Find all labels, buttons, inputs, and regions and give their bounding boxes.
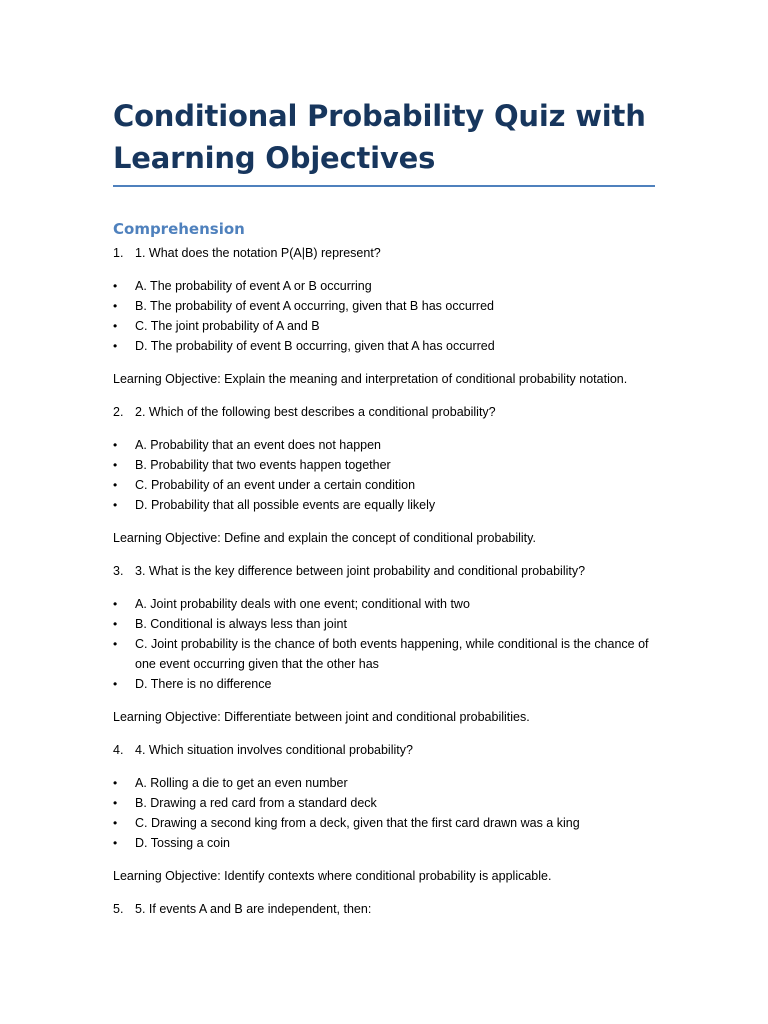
- bullet-icon: •: [113, 776, 118, 790]
- question-5: [113, 899, 655, 919]
- question-3: [113, 561, 655, 581]
- option-text: A. Probability that an event does not happen: [135, 438, 382, 452]
- option-text: D. The probability of event B occurring, given that A has occurred: [135, 339, 495, 353]
- document-page: [113, 95, 655, 919]
- options-list: [113, 276, 655, 356]
- option-text: A. Joint probability deals with one event; conditional with two: [135, 597, 470, 611]
- learning-objective: Learning Objective: Identify contexts where conditional probability is applicable.: [113, 869, 552, 883]
- option-text: B. Conditional is always less than joint: [135, 617, 347, 631]
- question-text: 4. Which situation involves conditional probability?: [135, 743, 413, 757]
- question-text: 5. If events A and B are independent, then:: [135, 902, 372, 916]
- option-item: [113, 276, 655, 296]
- question-number: 3.: [113, 564, 124, 578]
- question-2: [113, 402, 655, 422]
- option-text: A. The probability of event A or B occurring: [135, 279, 372, 293]
- question-text: 1. What does the notation P(A|B) represent?: [135, 246, 381, 260]
- options-list: [113, 435, 655, 515]
- bullet-icon: •: [113, 438, 118, 452]
- option-item: [113, 614, 655, 634]
- bullet-icon: •: [113, 279, 118, 293]
- bullet-icon: •: [113, 458, 118, 472]
- option-text: C. Probability of an event under a certain condition: [135, 478, 416, 492]
- option-text: A. Rolling a die to get an even number: [135, 776, 348, 790]
- section-heading-comprehension: Comprehension: [113, 220, 245, 238]
- question-4: [113, 740, 655, 760]
- question-block-1: [113, 243, 655, 389]
- bullet-icon: •: [113, 677, 118, 691]
- question-block-4: [113, 740, 655, 886]
- option-item: [113, 674, 655, 694]
- bullet-icon: •: [113, 339, 118, 353]
- option-item: [113, 833, 655, 853]
- bullet-icon: •: [113, 637, 118, 651]
- option-text: C. The joint probability of A and B: [135, 319, 320, 333]
- option-item: [113, 773, 655, 793]
- bullet-icon: •: [113, 319, 118, 333]
- learning-objective: Learning Objective: Define and explain the concept of conditional probability.: [113, 531, 536, 545]
- option-text: C. Joint probability is the chance of both events happening, while conditional is the chance of one event occurring given that the other has: [135, 637, 649, 671]
- bullet-icon: •: [113, 478, 118, 492]
- option-item: [113, 594, 655, 614]
- bullet-icon: •: [113, 816, 118, 830]
- question-block-2: [113, 402, 655, 548]
- option-item: [113, 296, 655, 316]
- question-text: 2. Which of the following best describes a conditional probability?: [135, 405, 496, 419]
- document-title: Conditional Probability Quiz with Learning Objectives: [113, 95, 655, 187]
- bullet-icon: •: [113, 299, 118, 313]
- option-item: [113, 455, 655, 475]
- option-text: B. Drawing a red card from a standard deck: [135, 796, 377, 810]
- question-text: 3. What is the key difference between joint probability and conditional probability?: [135, 564, 586, 578]
- bullet-icon: •: [113, 617, 118, 631]
- option-item: [113, 634, 655, 674]
- question-block-3: [113, 561, 655, 727]
- option-item: [113, 336, 655, 356]
- option-text: B. The probability of event A occurring, given that B has occurred: [135, 299, 495, 313]
- option-item: [113, 475, 655, 495]
- options-list: [113, 773, 655, 853]
- option-item: [113, 316, 655, 336]
- bullet-icon: •: [113, 796, 118, 810]
- bullet-icon: •: [113, 498, 118, 512]
- question-block-5: [113, 899, 655, 919]
- option-item: [113, 793, 655, 813]
- question-number: 1.: [113, 246, 124, 260]
- option-text: D. There is no difference: [135, 677, 272, 691]
- question-number: 2.: [113, 405, 124, 419]
- option-text: B. Probability that two events happen together: [135, 458, 391, 472]
- question-number: 5.: [113, 902, 124, 916]
- option-text: C. Drawing a second king from a deck, given that the first card drawn was a king: [135, 816, 580, 830]
- option-item: [113, 435, 655, 455]
- bullet-icon: •: [113, 836, 118, 850]
- bullet-icon: •: [113, 597, 118, 611]
- learning-objective: Learning Objective: Explain the meaning and interpretation of conditional probability notation.: [113, 372, 628, 386]
- option-text: D. Tossing a coin: [135, 836, 230, 850]
- options-list: [113, 594, 655, 694]
- question-number: 4.: [113, 743, 124, 757]
- question-1: [113, 243, 655, 263]
- option-item: [113, 813, 655, 833]
- option-item: [113, 495, 655, 515]
- learning-objective: Learning Objective: Differentiate between joint and conditional probabilities.: [113, 710, 530, 724]
- option-text: D. Probability that all possible events are equally likely: [135, 498, 436, 512]
